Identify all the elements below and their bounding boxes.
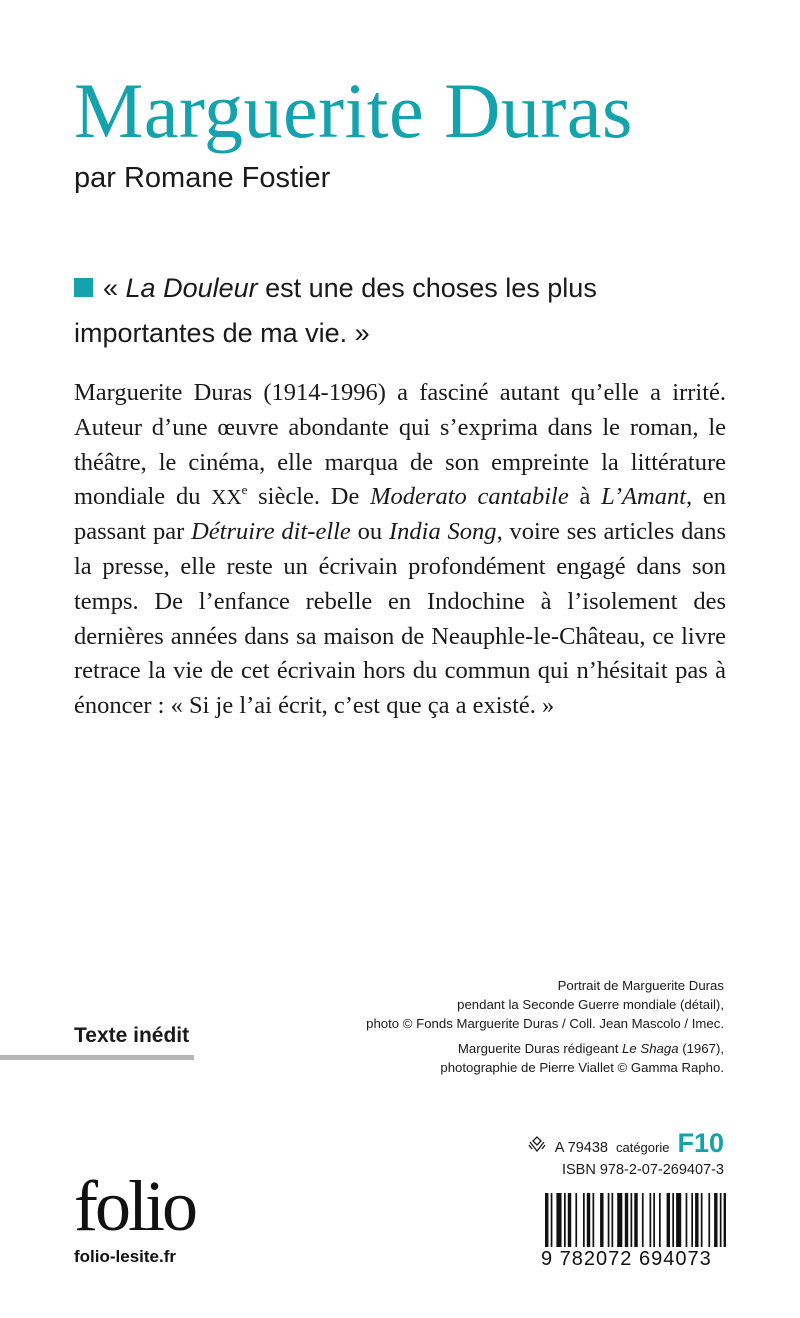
category-label: catégorie bbox=[615, 1140, 670, 1155]
blurb-text: à bbox=[568, 483, 602, 511]
category-code: F10 bbox=[677, 1128, 724, 1158]
credit-line: pendant la Seconde Guerre mondiale (détail), bbox=[457, 997, 724, 1012]
barcode-bar bbox=[608, 1193, 610, 1247]
barcode-bar bbox=[642, 1193, 644, 1247]
barcode-bar bbox=[564, 1193, 566, 1247]
catalog-code: A 79438 bbox=[554, 1140, 608, 1156]
barcode-bars bbox=[544, 1193, 726, 1247]
blurb-text: Marguerite Duras (1914-1996) a fasciné autant qu’elle a irrité. Auteur d’une œuvre abondante qui s’exprima dans le roman, le théâtre, le cinéma, elle marqua de son empreinte la littérature mondiale du bbox=[74, 379, 726, 511]
blurb-text: , voire ses articles dans la presse, elle reste un écrivain profondément engagé dans son temps. De l’enfance rebelle en Indochine à l’isolement des dernières années dans sa maison de Neauphle-le-Château, ce livre retrace la vie de cet écrivain hors du commun qui n’hésitait pas à énoncer : « Si je l’ai écrit, c’est que ça a existé. » bbox=[74, 518, 726, 720]
barcode-bar bbox=[545, 1193, 548, 1247]
barcode-bar bbox=[653, 1193, 655, 1247]
barcode-bar bbox=[593, 1193, 595, 1247]
barcode-bar bbox=[701, 1193, 703, 1247]
folio-logo: folio bbox=[74, 1166, 195, 1246]
work-title: Détruire dit-elle bbox=[191, 518, 351, 546]
barcode-bar bbox=[672, 1193, 674, 1247]
barcode-bar bbox=[720, 1193, 722, 1247]
publisher-website: folio-lesite.fr bbox=[74, 1247, 177, 1266]
barcode-bar bbox=[634, 1193, 637, 1247]
barcode-bar bbox=[617, 1193, 622, 1247]
texte-inedit-label: Texte inédit bbox=[74, 1024, 190, 1047]
barcode-bar bbox=[667, 1193, 670, 1247]
barcode-bar bbox=[650, 1193, 652, 1247]
credit-line: photographie de Pierre Viallet © Gamma Rapho. bbox=[440, 1060, 724, 1075]
barcode-bar bbox=[686, 1193, 688, 1247]
barcode-bar bbox=[551, 1193, 553, 1247]
barcode-bar bbox=[631, 1193, 633, 1247]
grey-rule bbox=[0, 1055, 194, 1060]
barcode-bar bbox=[724, 1193, 726, 1247]
barcode-bar bbox=[708, 1193, 710, 1247]
barcode-bar bbox=[612, 1193, 614, 1247]
barcode-bar bbox=[691, 1193, 693, 1247]
barcode-number: 9 782072 694073 bbox=[541, 1248, 712, 1270]
barcode-bar bbox=[659, 1193, 661, 1247]
quote-open: « bbox=[103, 273, 126, 303]
barcode-bar bbox=[575, 1193, 577, 1247]
blurb-text: siècle. De bbox=[247, 483, 371, 511]
teal-square-bullet bbox=[74, 278, 93, 297]
barcode-bar bbox=[587, 1193, 590, 1247]
barcode-bar bbox=[600, 1193, 603, 1247]
barcode-bar bbox=[556, 1193, 561, 1247]
credit-line: Portrait de Marguerite Duras bbox=[557, 978, 724, 993]
author-line: par Romane Fostier bbox=[74, 162, 331, 194]
credit-line: photo © Fonds Marguerite Duras / Coll. Jean Mascolo / Imec. bbox=[366, 1016, 724, 1031]
quote-italic-title: La Douleur bbox=[125, 273, 258, 303]
epigraph-quote bbox=[74, 266, 734, 356]
century-superscript: e bbox=[241, 482, 248, 498]
barcode-bar bbox=[714, 1193, 717, 1247]
photo-credits bbox=[304, 976, 724, 1077]
catalog-codes bbox=[404, 1130, 724, 1181]
barcode-bar bbox=[583, 1193, 585, 1247]
publisher-emblem-icon bbox=[527, 1136, 547, 1159]
quote-rest: est une des choses les plus importantes de ma vie. » bbox=[74, 273, 597, 348]
barcode-bar bbox=[676, 1193, 681, 1247]
blurb-text: , en passant par bbox=[74, 483, 727, 546]
century-numeral: XX bbox=[211, 485, 242, 510]
credit-line: Marguerite Duras rédigeant Le Shaga (1967), bbox=[457, 1041, 724, 1056]
work-title: Moderato cantabile bbox=[370, 483, 569, 511]
barcode-bar bbox=[568, 1193, 571, 1247]
work-title: L’Amant bbox=[601, 483, 686, 511]
blurb-text: ou bbox=[350, 518, 389, 546]
category-row bbox=[404, 1130, 724, 1159]
isbn: ISBN 978-2-07-269407-3 bbox=[561, 1162, 724, 1178]
barcode-bar bbox=[695, 1193, 698, 1247]
work-title: India Song bbox=[389, 518, 497, 546]
back-cover-blurb bbox=[74, 376, 726, 724]
barcode-bar bbox=[625, 1193, 628, 1247]
book-title: Marguerite Duras bbox=[74, 67, 633, 154]
